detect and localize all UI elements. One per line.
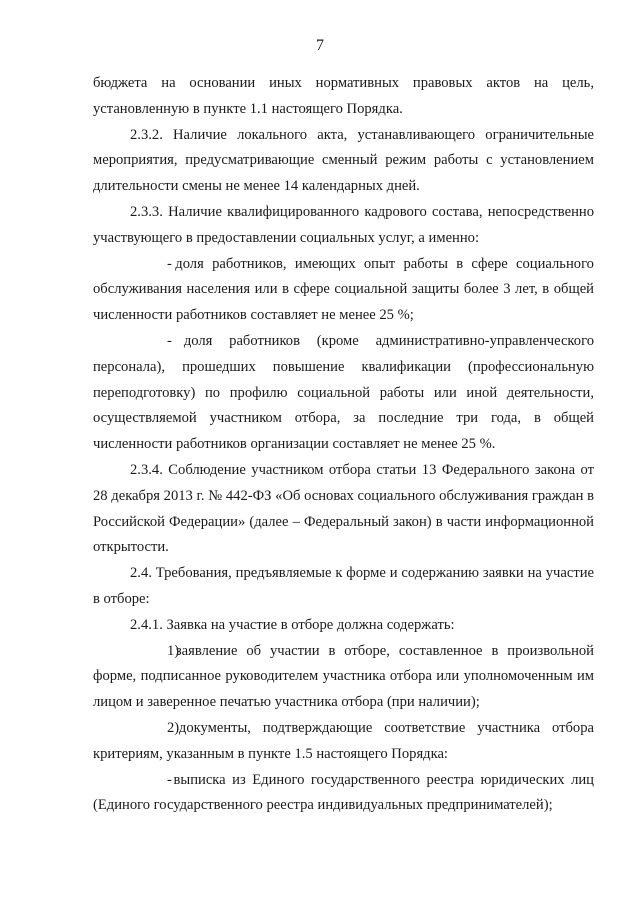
list-marker: - [167,771,172,788]
page-number: 7 [316,37,324,54]
list-item-text: выписка из Единого государственного реестра юридических лиц (Единого государственного реестра индивидуальных предпринимателей); [93,771,594,814]
document-body [93,71,594,819]
list-item [93,768,594,820]
list-item-text: документы, подтверждающие соответствие участника отбора критериям, указанным в пункте 1.5 настоящего Порядка: [93,719,594,762]
paragraph-2-4-1: 2.4.1. Заявка на участие в отборе должна содержать: [130,616,455,633]
list-item [93,329,594,458]
list-marker: - [167,332,172,349]
list-item-text: доля работников (кроме административно-управленческого персонала), прошедших повышение квалификации (профессиональную переподготовку) по профилю социальной работы или иной деятельности, осуществляемой участником отбора, за последние три года, в общей численности работников организации составляет не менее 25 %. [93,332,594,453]
paragraph-2-3-3: 2.3.3. Наличие квалифицированного кадрового состава, непосредственно участвующего в предоставлении социальных услуг, а именно: [93,203,594,246]
list-marker: - [167,255,172,272]
list-item [93,252,594,329]
list-item-text: заявление об участии в отборе, составленное в произвольной форме, подписанное руководителем участника отбора или уполномоченным им лицом и заверенное печатью участника отбора (при наличии); [93,642,594,711]
list-item [93,716,594,768]
paragraph-2-4: 2.4. Требования, предъявляемые к форме и содержанию заявки на участие в отборе: [93,565,594,607]
list-marker: 1) [167,642,180,659]
list-marker: 2) [167,719,180,736]
list-item [93,639,594,716]
paragraph-2-3-2: 2.3.2. Наличие локального акта, устанавливающего ограничительные мероприятия, предусматривающие сменный режим работы с установлением длительности смены не менее 14 календарных дней. [93,126,594,195]
paragraph-continuation: бюджета на основании иных нормативных правовых актов на цель, установленную в пункте 1.1 настоящего Порядка. [93,75,594,117]
paragraph-2-3-4: 2.3.4. Соблюдение участником отбора статьи 13 Федерального закона от 28 декабря 2013 г. № 442-ФЗ «Об основах социального обслуживания граждан в Российской Федерации» (далее – Федеральный закон) в части информационной открытости. [93,461,594,556]
list-item-text: доля работников, имеющих опыт работы в сфере социального обслуживания населения или в сфере социальной защиты более 3 лет, в общей численности работников составляет не менее 25 %; [93,255,594,324]
